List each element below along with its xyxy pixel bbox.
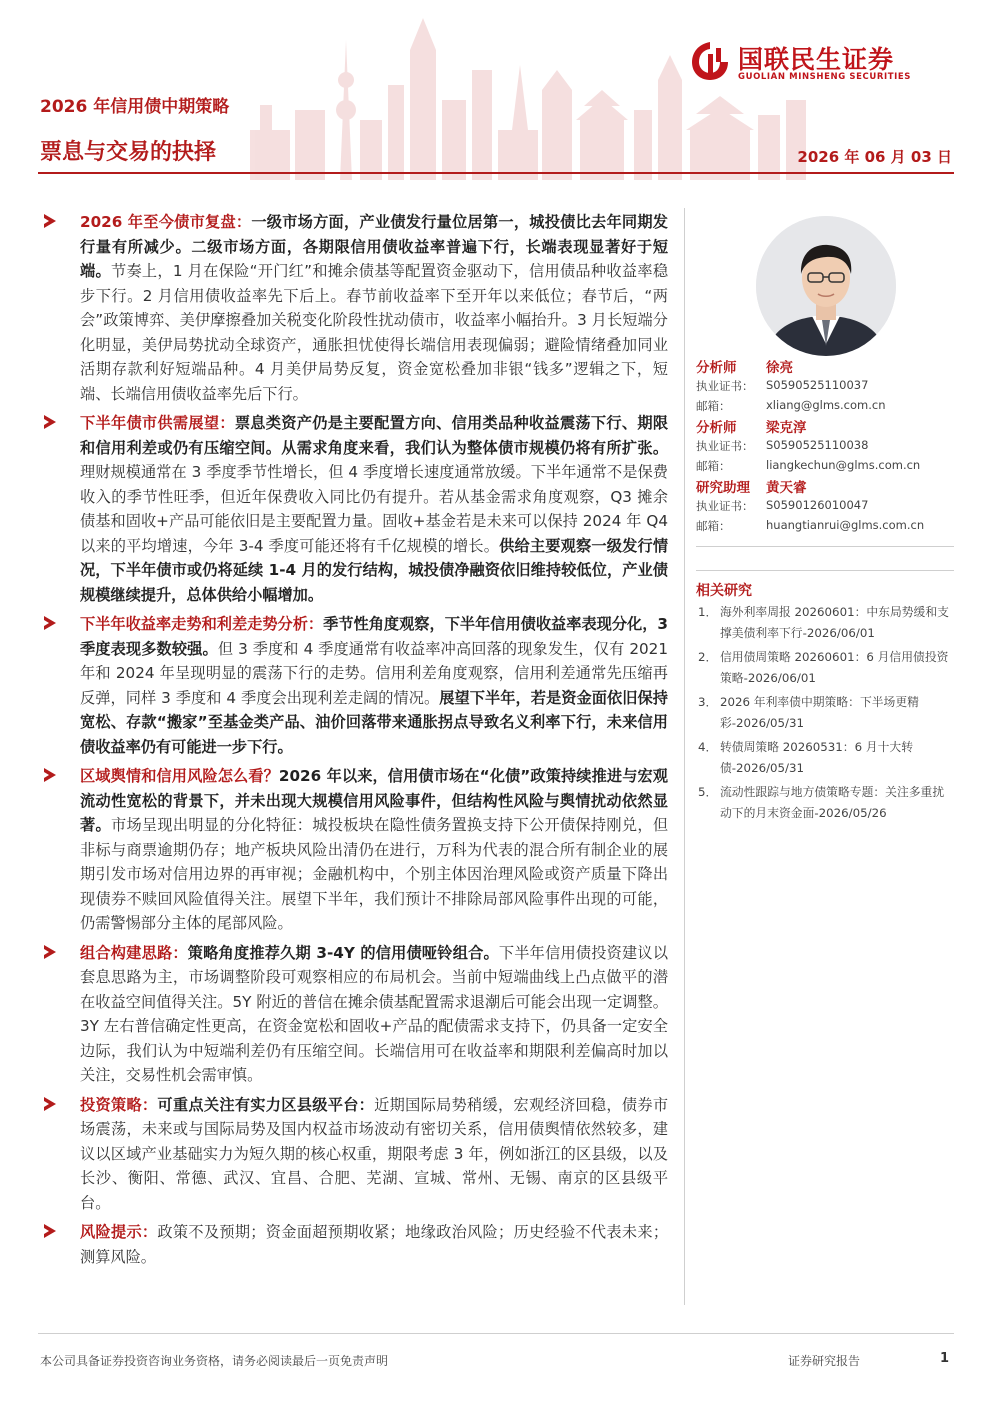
bullet-paragraph: 区域舆情和信用风险怎么看？2026 年以来，信用债市场在“化债”政策持续推进与宏观流动性宽松的背景下，并未出现大规模信用风险事件，但结构性风险与舆情扰动依然显著。市场呈现出明显的分化特征：城投板块在隐性债务置换支持下公开债保持刚兑，但非标与商票逾期仍存；地产板块风险出清仍在进行，万科为代表的混合所有制企业的展期引发市场对信用边界的再审视；金融机构中，个别主体因治理风险或资产质量下降出现债券不赎回风险值得关注。展望下半年，我们预计不排除局部风险事件出现的可能，仍需警惕部分主体的尾部风险。 (80, 767, 669, 932)
analyst-photo (756, 216, 896, 356)
city-skyline-illustration (250, 10, 810, 180)
bullet-paragraph: 组合构建思路：策略角度推荐久期 3-4Y 的信用债哑铃组合。下半年信用债投资建议以套息思路为主，市场调整阶段可观察相应的布局机会。当前中短端曲线上凸点做平的潜在收益空间值得关注。5Y 附近的普信在摊余债基配置需求退潮后可能会出现一定调整。3Y 左右普信确定性更高，在资金宽松和固收+产品的配债需求支持下，仍具备一定安全边际，我们认为中短端利差仍有压缩空间。长端信用可在收益率和期限利差偏高时加以关注，交易性机会需审慎。 (80, 943, 669, 1084)
arrow-bullet-icon (44, 214, 56, 228)
logo-text-cn: 国联民生证券 (738, 45, 895, 74)
analyst-role-name: 研究助理 黄天睿 (696, 480, 807, 496)
header-divider (38, 172, 954, 174)
bullet-portfolio (40, 941, 668, 1088)
footer-disclaimer: 本公司具备证券投资咨询业务资格，请务必阅读最后一页免责声明 (40, 1354, 389, 1368)
analyst-role-name: 分析师 梁克淳 (696, 420, 807, 436)
arrow-bullet-icon (44, 616, 56, 630)
related-research-item[interactable]: 1． 海外利率周报 20260601：中东局势缓和支撑美债利率下行-2026/06/01 (698, 605, 949, 640)
bullet-paragraph: 下半年收益率走势和利差走势分析：季节性角度观察，下半年信用债收益率表现分化，3 季度表现多数较强。但 3 季度和 4 季度通常有收益率冲高回落的现象发生，仅有 2021 年和 2024 年呈现明显的震荡下行的走势。信用利差角度观察，信用利差通常先压缩再反弹，同样 3 季度和 4 季度会出现利差走阔的情况。展望下半年，若是资金面依旧保持宽松、存款“搬家”至基金类产品、油价回落带来通胀拐点导致名义利率下行，未来信用债收益率仍有可能进一步下行。 (80, 615, 669, 756)
bullet-yield-spread (40, 612, 668, 759)
sidebar-divider (696, 546, 954, 547)
related-research-item[interactable]: 3． 2026 年利率债中期策略：下半场更精彩-2026/05/31 (698, 695, 919, 730)
bullet-paragraph: 投资策略：可重点关注有实力区县级平台：近期国际局势稍缓，宏观经济回稳，债券市场震荡，未来或与国际局势及国内权益市场波动有密切关系，信用债舆情依然较多，建议以区域产业基础实力为短久期的核心权重，期限考虑 3 年，例如浙江的区县级，以及长沙、衡阳、常德、武汉、宜昌、合肥、芜湖、宣城、常州、无锡、南京的区县级平台。 (80, 1095, 669, 1212)
related-research-item[interactable]: 2． 信用债周策略 20260601：6 月信用债投资策略-2026/06/01 (698, 650, 949, 685)
analyst-cert: 执业证书： S0590525110037 (696, 378, 869, 393)
related-research-list (696, 602, 954, 827)
related-research-title: 相关研究 (696, 583, 752, 599)
bullet-supply-demand (40, 411, 668, 607)
page-title: 票息与交易的抉择 (40, 140, 217, 165)
related-research-item[interactable]: 4． 转债周策略 20260531：6 月十大转债-2026/05/31 (698, 740, 914, 775)
analyst-cert: 执业证书： S0590126010047 (696, 498, 869, 513)
person-portrait-icon (756, 216, 896, 356)
analyst-email: 邮箱： xliang@glms.com.cn (696, 398, 886, 413)
page-number: 1 (940, 1351, 950, 1366)
arrow-bullet-icon (44, 415, 56, 429)
bullet-strategy (40, 1093, 668, 1216)
arrow-bullet-icon (44, 945, 56, 959)
company-logo (690, 38, 956, 86)
bullet-credit-risk (40, 764, 668, 936)
analyst-email: 邮箱： huangtianrui@glms.com.cn (696, 518, 925, 533)
analyst-cert: 执业证书： S0590525110038 (696, 438, 869, 453)
analyst-role-name: 分析师 徐亮 (696, 360, 793, 376)
sidebar-divider (696, 570, 954, 571)
bullet-paragraph: 下半年债市供需展望：票息类资产仍是主要配置方向、信用类品种收益震荡下行、期限和信用利差或仍有压缩空间。从需求角度来看，我们认为整体债市规模仍将有所扩张。理财规模通常在 3 季度季节性增长，但 4 季度增长速度通常放缓。下半年通常不是保费收入的季节性旺季，但近年保费收入同比仍有提升。若从基金需求角度观察，Q3 摊余债基和固收+产品可能依旧是主要配置力量。固收+基金若是未来可以保持 2024 年 Q4 以来的平均增速，今年 3-4 季度可能还将有千亿规模的增长。供给主要观察一级发行情况，下半年债市或仍将延续 1-4 月的发行结构，城投债净融资依旧维持较低位，产业债规模继续提升，总体供给小幅增加。 (80, 414, 669, 604)
logo-text-en: GUOLIAN MINSHENG SECURITIES (738, 72, 912, 82)
arrow-bullet-icon (44, 1224, 56, 1238)
column-divider (684, 208, 685, 1305)
footer-divider (38, 1333, 954, 1334)
bullet-market-review (40, 210, 668, 406)
logo-mark-icon (690, 40, 730, 82)
summary-bullets (40, 210, 668, 1274)
analyst-list (696, 356, 954, 536)
arrow-bullet-icon (44, 768, 56, 782)
related-research-item[interactable]: 5． 流动性跟踪与地方债策略专题：关注多重扰动下的月末资金面-2026/05/26 (698, 785, 945, 820)
arrow-bullet-icon (44, 1097, 56, 1111)
bullet-paragraph: 风险提示：政策不及预期；资金面超预期收紧；地缘政治风险；历史经验不代表未来；测算风险。 (80, 1223, 669, 1266)
report-date: 2026 年 06 月 03 日 (797, 148, 952, 166)
bullet-risk (40, 1220, 668, 1269)
bullet-paragraph: 2026 年至今债市复盘：一级市场方面，产业债发行量位居第一，城投债比去年同期发行量有所减少。二级市场方面，各期限信用债收益率普遍下行，长端表现显著好于短端。节奏上，1 月在保险“开门红”和摊余债基等配置资金驱动下，信用债品种收益率稳步下行。2 月信用债收益率先下后上。春节前收益率下至开年以来低位；春节后，“两会”政策博弈、美伊摩擦叠加关税变化阶段性扰动债市，收益率小幅抬升。3 月长短端分化明显，美伊局势扰动全球资产，通胀担忧使得长端信用表现偏弱；避险情绪叠加同业活期存款利好短端品种。4 月美伊局势反复，资金宽松叠加非银“钱多”逻辑之下，短端、长端信用债收益率先后下行。 (80, 213, 669, 403)
footer-report-type: 证券研究报告 (788, 1354, 861, 1368)
report-header (0, 0, 992, 190)
series-title: 2026 年信用债中期策略 (40, 97, 230, 117)
analyst-email: 邮箱： liangkechun@glms.com.cn (696, 458, 921, 473)
